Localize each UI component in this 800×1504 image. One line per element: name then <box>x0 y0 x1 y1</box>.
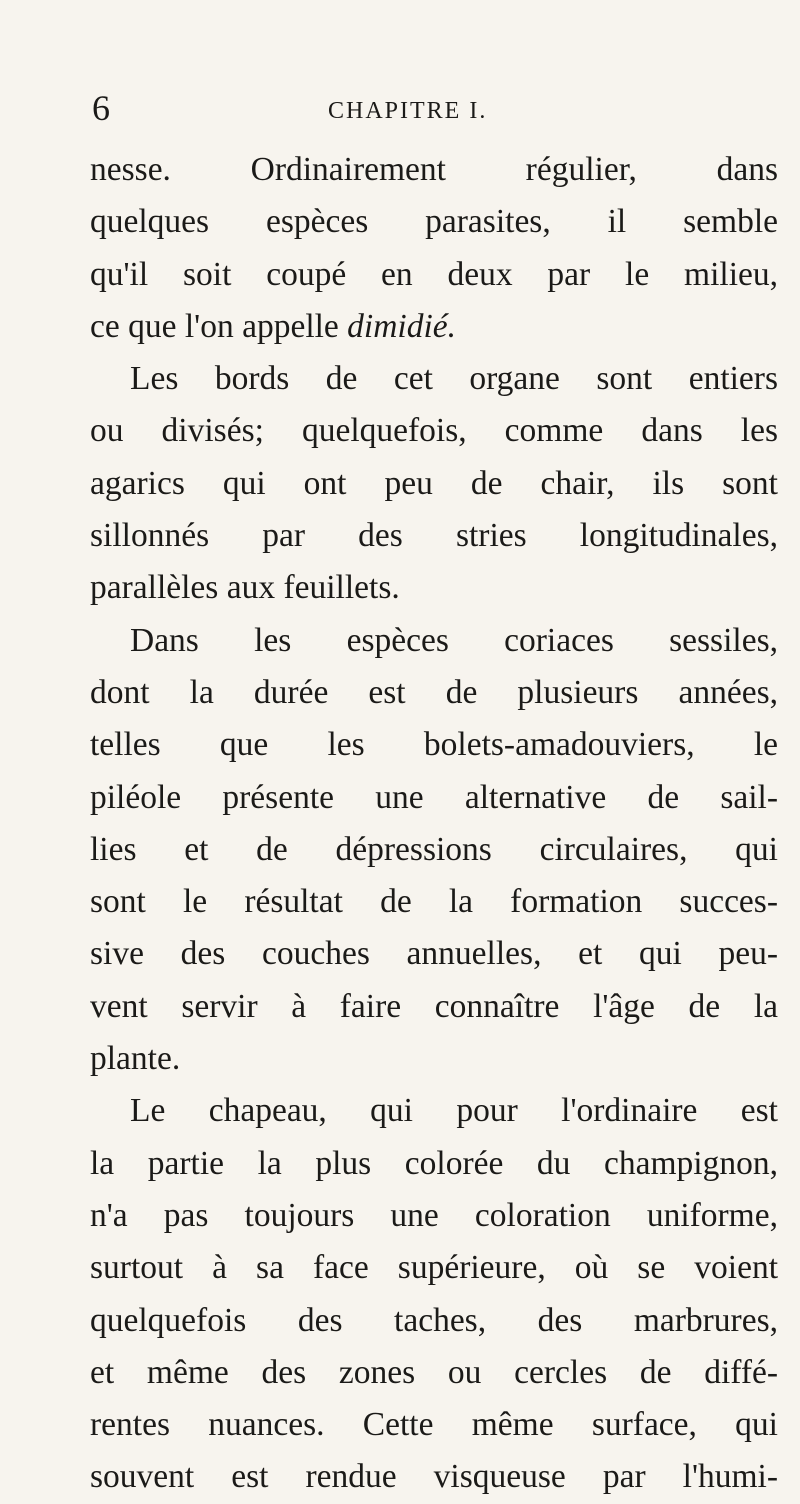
text-line: lies et de dépressions circulaires, qui <box>90 830 778 868</box>
text-line: quelquefois des taches, des marbrures, <box>90 1301 778 1339</box>
text-line: quelques espèces parasites, il semble <box>90 203 778 241</box>
text-line: qu'il soit coupé en deux par le milieu, <box>90 255 778 293</box>
text-line: sillonnés par des stries longitudinales, <box>90 517 778 555</box>
body-text <box>90 144 778 1504</box>
text-line: piléole présente une alternative de sail- <box>90 778 778 816</box>
text-line: sive des couches annuelles, et qui peu- <box>90 935 778 973</box>
chapter-title: CHAPITRE I. <box>328 98 488 124</box>
text-line: sont le résultat de la formation succes- <box>90 883 778 921</box>
text-line: surtout à sa face supérieure, où se voient <box>90 1249 778 1287</box>
text-line: rentes nuances. Cette même surface, qui <box>90 1406 778 1444</box>
running-head <box>92 88 712 128</box>
text-line: plante. <box>90 1040 181 1078</box>
text-line: Le chapeau, qui pour l'ordinaire est <box>130 1092 778 1130</box>
text-line-start: ce que l'on appelle <box>90 307 339 345</box>
text-line: n'a pas toujours une coloration uniforme, <box>90 1196 778 1234</box>
text-line: Les bords de cet organe sont entiers <box>130 360 778 398</box>
text-line: nesse. Ordinairement régulier, dans <box>90 151 778 188</box>
italic-term: dimidié. <box>347 307 457 345</box>
text-line: souvent est rendue visqueuse par l'humi- <box>90 1458 778 1496</box>
text-line: la partie la plus colorée du champignon, <box>90 1144 778 1182</box>
text-line: Dans les espèces coriaces sessiles, <box>130 621 778 659</box>
page-number: 6 <box>92 88 110 128</box>
text-line: vent servir à faire connaître l'âge de la <box>90 987 778 1025</box>
text-line: ou divisés; quelquefois, comme dans les <box>90 412 778 450</box>
text-line: et même des zones ou cercles de diffé- <box>90 1353 778 1391</box>
text-line <box>90 301 778 353</box>
text-line: telles que les bolets-amadouviers, le <box>90 726 778 764</box>
text-line: agarics qui ont peu de chair, ils sont <box>90 464 778 502</box>
text-line: parallèles aux feuillets. <box>90 569 400 607</box>
text-line: dont la durée est de plusieurs années, <box>90 673 778 711</box>
